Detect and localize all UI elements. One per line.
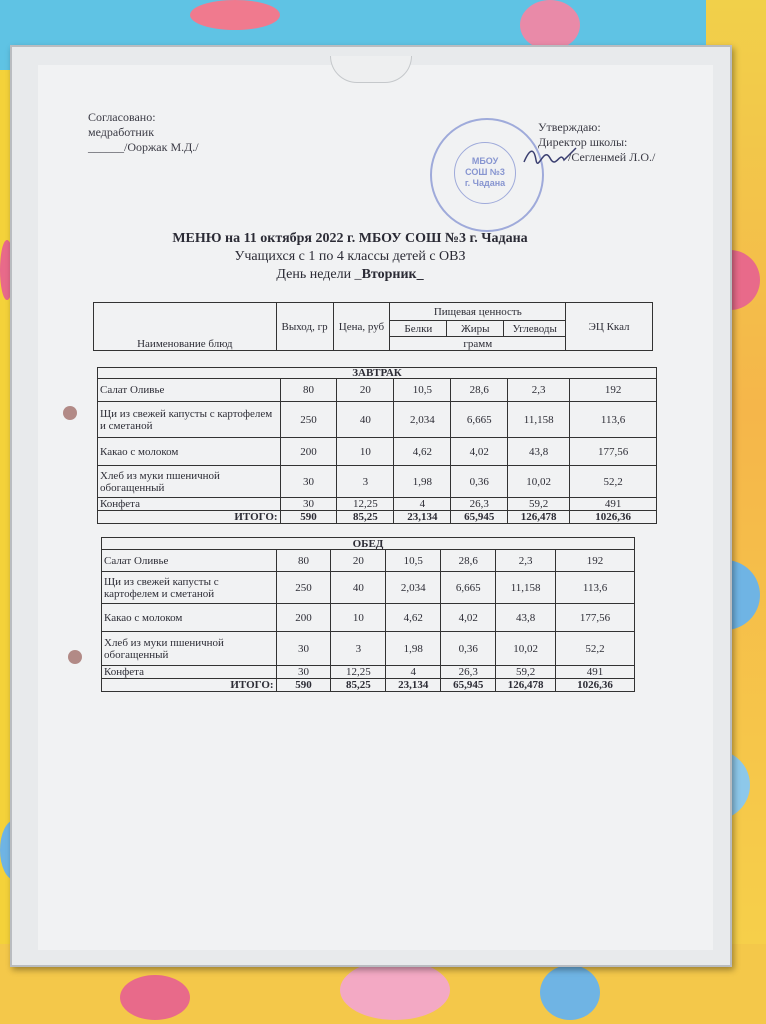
dish-name: Какао с молоком — [102, 604, 277, 632]
total-label: ИТОГО: — [102, 679, 277, 692]
header-energy: ЭЦ Ккал — [566, 303, 653, 351]
dish-fats: 26,3 — [441, 666, 496, 679]
dish-output: 80 — [276, 550, 331, 572]
dish-carbs: 2,3 — [496, 550, 556, 572]
dish-fats: 4,02 — [441, 604, 496, 632]
menu-title: МЕНЮ на 11 октября 2022 г. МБОУ СОШ №3 г. Чадана — [172, 231, 528, 246]
header-price: Цена, руб — [333, 303, 390, 351]
dish-kcal: 192 — [556, 550, 635, 572]
weekday-value: Вторник_ — [361, 267, 424, 282]
dish-fats: 28,6 — [451, 379, 508, 402]
punch-hole — [68, 650, 82, 664]
dish-kcal: 491 — [556, 666, 635, 679]
dish-name: Салат Оливье — [102, 550, 277, 572]
dish-proteins: 4 — [386, 666, 441, 679]
menu-table-header — [93, 302, 653, 351]
table-row — [102, 632, 635, 666]
school-stamp — [430, 118, 544, 232]
dish-kcal: 491 — [570, 498, 657, 511]
dish-proteins: 10,5 — [386, 550, 441, 572]
total-kcal: 1026,36 — [570, 511, 657, 524]
dish-output: 250 — [276, 572, 331, 604]
dish-proteins: 2,034 — [394, 402, 451, 438]
menu-title-block — [130, 230, 570, 284]
dish-price: 3 — [337, 466, 394, 498]
dish-price: 10 — [331, 604, 386, 632]
dish-fats: 6,665 — [451, 402, 508, 438]
dish-output: 200 — [276, 604, 331, 632]
dish-carbs: 11,158 — [508, 402, 570, 438]
dish-carbs: 2,3 — [508, 379, 570, 402]
stamp-line3: г. Чадана — [464, 178, 506, 188]
dish-kcal: 192 — [570, 379, 657, 402]
dish-proteins: 4,62 — [394, 438, 451, 466]
dish-price: 20 — [337, 379, 394, 402]
dish-kcal: 113,6 — [556, 572, 635, 604]
dish-carbs: 59,2 — [508, 498, 570, 511]
dish-proteins: 1,98 — [394, 466, 451, 498]
dish-name: Щи из свежей капусты с картофелем и сметаной — [102, 572, 277, 604]
header-fats: Жиры — [447, 321, 504, 337]
total-proteins: 23,134 — [386, 679, 441, 692]
table-row — [102, 550, 635, 572]
dish-price: 12,25 — [331, 666, 386, 679]
dish-price: 20 — [331, 550, 386, 572]
dish-fats: 28,6 — [441, 550, 496, 572]
dish-output: 30 — [280, 466, 337, 498]
dish-carbs: 10,02 — [508, 466, 570, 498]
approval-left-line3: ______/Ооржак М.Д./ — [88, 140, 199, 154]
dish-price: 10 — [337, 438, 394, 466]
total-carbs: 126,478 — [496, 679, 556, 692]
dish-price: 3 — [331, 632, 386, 666]
decor-flower — [190, 0, 280, 30]
table-row — [98, 498, 657, 511]
total-carbs: 126,478 — [508, 511, 570, 524]
total-price: 85,25 — [331, 679, 386, 692]
dish-kcal: 177,56 — [556, 604, 635, 632]
dish-kcal: 52,2 — [556, 632, 635, 666]
weekday-prefix: День недели _ — [276, 267, 362, 282]
dish-carbs: 43,8 — [496, 604, 556, 632]
total-price: 85,25 — [337, 511, 394, 524]
menu-subtitle: Учащихся с 1 по 4 классы детей с ОВЗ — [234, 249, 466, 264]
total-row — [98, 511, 657, 524]
dish-carbs: 43,8 — [508, 438, 570, 466]
total-output: 590 — [280, 511, 337, 524]
dish-name: Какао с молоком — [98, 438, 281, 466]
dish-price: 40 — [331, 572, 386, 604]
approval-left-line2: медработник — [88, 125, 155, 139]
punch-hole — [63, 406, 77, 420]
header-dish: Наименование блюд — [94, 303, 277, 351]
dish-name: Конфета — [98, 498, 281, 511]
dish-output: 80 — [280, 379, 337, 402]
total-fats: 65,945 — [451, 511, 508, 524]
stamp-line1: МБОУ — [471, 156, 499, 166]
approval-left — [88, 110, 199, 155]
dish-fats: 0,36 — [441, 632, 496, 666]
lunch-table — [101, 537, 635, 692]
approval-right-line1: Утверждаю: — [538, 120, 601, 134]
dish-proteins: 1,98 — [386, 632, 441, 666]
table-row — [98, 466, 657, 498]
table-row — [98, 379, 657, 402]
dish-carbs: 10,02 — [496, 632, 556, 666]
stamp-line2: СОШ №3 — [465, 167, 505, 177]
dish-kcal: 52,2 — [570, 466, 657, 498]
dish-proteins: 4 — [394, 498, 451, 511]
section-breakfast: ЗАВТРАК — [98, 368, 657, 379]
stamp-center — [454, 142, 516, 204]
breakfast-table — [97, 367, 657, 524]
dish-proteins: 4,62 — [386, 604, 441, 632]
total-kcal: 1026,36 — [556, 679, 635, 692]
dish-kcal: 113,6 — [570, 402, 657, 438]
header-nutrition: Пищевая ценность — [390, 303, 566, 321]
dish-fats: 0,36 — [451, 466, 508, 498]
table-row — [98, 402, 657, 438]
dish-price: 12,25 — [337, 498, 394, 511]
dish-output: 250 — [280, 402, 337, 438]
total-output: 590 — [276, 679, 331, 692]
dish-price: 40 — [337, 402, 394, 438]
dish-proteins: 10,5 — [394, 379, 451, 402]
approval-right — [538, 120, 655, 165]
dish-name: Хлеб из муки пшеничной обогащенный — [98, 466, 281, 498]
dish-name: Конфета — [102, 666, 277, 679]
dish-output: 30 — [280, 498, 337, 511]
dish-output: 30 — [276, 632, 331, 666]
dish-fats: 4,02 — [451, 438, 508, 466]
dish-name: Хлеб из муки пшеничной обогащенный — [102, 632, 277, 666]
total-label: ИТОГО: — [98, 511, 281, 524]
table-row — [102, 666, 635, 679]
total-row — [102, 679, 635, 692]
approval-left-line1: Согласовано: — [88, 110, 156, 124]
table-row — [102, 572, 635, 604]
table-row — [102, 604, 635, 632]
dish-carbs: 11,158 — [496, 572, 556, 604]
table-row — [98, 438, 657, 466]
decor-flower — [540, 965, 600, 1020]
section-lunch: ОБЕД — [102, 538, 635, 550]
decor-flower — [120, 975, 190, 1020]
approval-right-line2: Директор школы: — [538, 135, 628, 149]
weekday-line — [130, 266, 570, 284]
decor-flower — [340, 960, 450, 1020]
approval-right-line3: /Сегленмей Л.О./ — [568, 150, 656, 164]
header-output: Выход, гр — [276, 303, 333, 351]
header-carbs: Углеводы — [504, 321, 566, 337]
dish-name: Салат Оливье — [98, 379, 281, 402]
dish-name: Щи из свежей капусты с картофелем и сметаной — [98, 402, 281, 438]
header-unit: грамм — [390, 337, 566, 351]
decor-flower — [520, 0, 580, 50]
header-proteins: Белки — [390, 321, 447, 337]
total-fats: 65,945 — [441, 679, 496, 692]
dish-fats: 6,665 — [441, 572, 496, 604]
dish-output: 200 — [280, 438, 337, 466]
dish-output: 30 — [276, 666, 331, 679]
dish-proteins: 2,034 — [386, 572, 441, 604]
dish-kcal: 177,56 — [570, 438, 657, 466]
dish-carbs: 59,2 — [496, 666, 556, 679]
dish-fats: 26,3 — [451, 498, 508, 511]
total-proteins: 23,134 — [394, 511, 451, 524]
